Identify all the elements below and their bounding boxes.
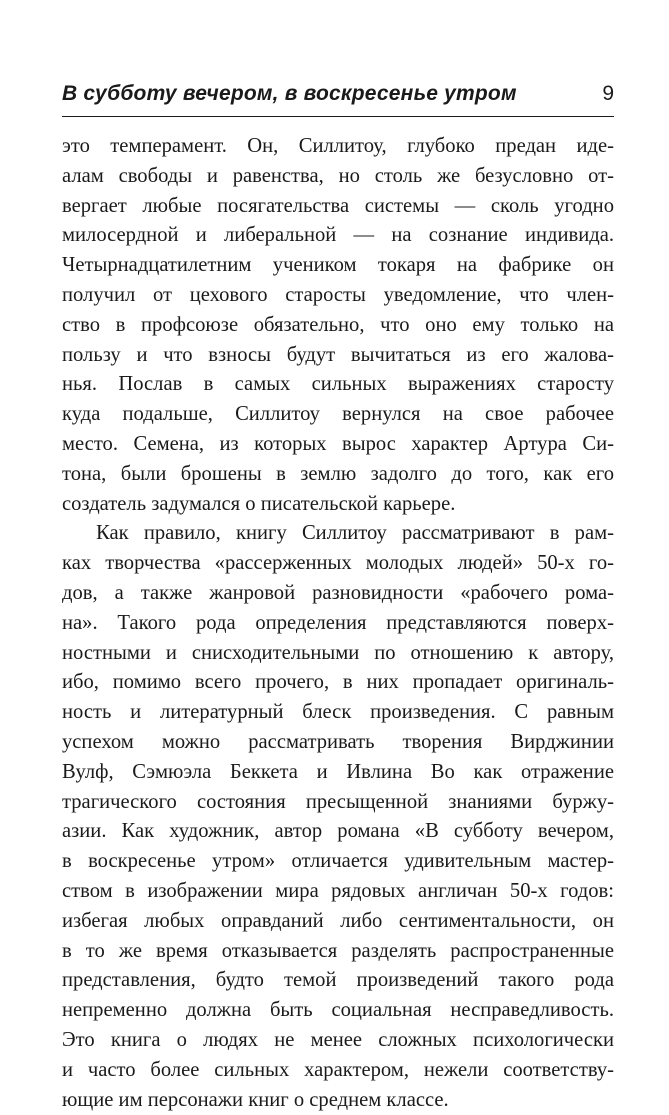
text-line: ющие им персонажи книг о среднем классе. <box>62 1086 614 1115</box>
paragraph-2 <box>62 519 614 1115</box>
text-line: куда подальше, Силлитоу вернулся на свое рабочее <box>62 400 614 430</box>
text-line: азии. Как художник, автор романа «В субботу вечером, <box>62 817 614 847</box>
page-number: 9 <box>602 82 614 106</box>
text-line: это темперамент. Он, Силлитоу, глубоко предан иде- <box>62 132 614 162</box>
text-line: на». Такого рода определения представляются поверх- <box>62 609 614 639</box>
running-header <box>62 78 614 117</box>
paragraph-1 <box>62 132 614 519</box>
text-line: трагического состояния пресыщенной знаниями буржу- <box>62 788 614 818</box>
text-line: избегая любых оправданий либо сентиментальности, он <box>62 907 614 937</box>
text-line: Вулф, Сэмюэла Беккета и Ивлина Во как отражение <box>62 758 614 788</box>
text-line: в воскресенье утром» отличается удивительным мастер- <box>62 847 614 877</box>
text-line: представления, будто темой произведений такого рода <box>62 966 614 996</box>
text-line: пользу и что взносы будут вычитаться из его жалова- <box>62 341 614 371</box>
text-line: ством в изображении мира рядовых англичан 50-х годов: <box>62 877 614 907</box>
body-text <box>62 132 614 1115</box>
text-line: Это книга о людях не менее сложных психологически <box>62 1026 614 1056</box>
text-line: ность и литературный блеск произведения. С равным <box>62 698 614 728</box>
text-line: Четырнадцатилетним учеником токаря на фабрике он <box>62 251 614 281</box>
text-line: непременно должна быть социальная несправедливость. <box>62 996 614 1026</box>
text-line: тона, были брошены в землю задолго до того, как его <box>62 460 614 490</box>
text-line: ностными и снисходительными по отношению к автору, <box>62 639 614 669</box>
text-line: алам свободы и равенства, но столь же безусловно от- <box>62 162 614 192</box>
text-line: ках творчества «рассерженных молодых людей» 50-х го- <box>62 549 614 579</box>
text-line: в то же время отказывается разделять распространенные <box>62 937 614 967</box>
running-title: В субботу вечером, в воскресенье утром <box>62 82 517 106</box>
text-line: милосердной и либеральной — на сознание индивида. <box>62 221 614 251</box>
text-line: ибо, помимо всего прочего, в них пропадает оригиналь- <box>62 668 614 698</box>
text-line: успехом можно рассматривать творения Вирджинии <box>62 728 614 758</box>
text-line: вергает любые посягательства системы — сколь угодно <box>62 192 614 222</box>
text-line: и часто более сильных характером, нежели соответству- <box>62 1056 614 1086</box>
text-line: ство в профсоюзе обязательно, что оно ему только на <box>62 311 614 341</box>
text-line: создатель задумался о писательской карьере. <box>62 490 614 520</box>
text-line: дов, а также жанровой разновидности «рабочего рома- <box>62 579 614 609</box>
text-line: нья. Послав в самых сильных выражениях старосту <box>62 370 614 400</box>
text-line: место. Семена, из которых вырос характер Артура Си- <box>62 430 614 460</box>
text-line: получил от цехового старосты уведомление, что член- <box>62 281 614 311</box>
text-line: Как правило, книгу Силлитоу рассматривают в рам- <box>62 519 614 549</box>
